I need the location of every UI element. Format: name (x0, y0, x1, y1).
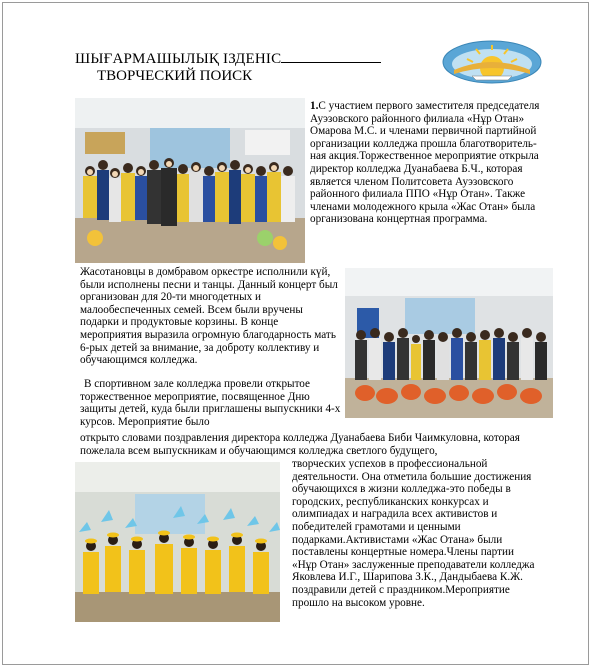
article-paragraph-4: творческих успехов в профессиональной деятельности. Она отметила большие достижения обучающихся в жизни колледжа-это победы в городских, республиканских конкурсах и олимпиадах и наградила всех активистов и победителей грамотами и ценными подарками.Активистами «Жас Отана» были поставлены концертные номера.Члены партии «Нұр Отан» заслуженные преподаватели колледжа Яковлева И.Г., Шарипова З.К., Дандыбаева К.Ж. поздравили детей с праздником.Мероприятие прошло на высоком уровне. (292, 458, 535, 609)
article-paragraph-3: В спортивном зале колледжа провели открытое торжественное мероприятие, посвященное Дню защиты детей, куда были приглашены выпускники 4-х курсов. Мероприятие было (80, 378, 341, 428)
group-photo-gifts (345, 268, 553, 418)
article-paragraph-3-cont: открыто словами поздравления директора колледжа Дуанабаева Биби Чаимкуловна, которая пожелала всем выпускникам и обучающимся колледжа светлого будущего, (80, 432, 520, 457)
page-title-kz: ШЫҒАРМАШЫЛЫҚ ІЗДЕНІС (75, 50, 381, 68)
logo-emblem (442, 40, 542, 84)
dance-performance-photo (75, 462, 280, 622)
article-paragraph-1: 1.С участием первого заместителя председателя Ауэзовского районного филиала «Нұр Отан» Омарова М.С. и членами первичной партийной организации колледжа прошла благотворитель-ная акция.Торжественное мероприятие открыла директор колледжа Дуанабаева Б.Ч., которая является членом Политсовета Ауэзовского районного филиала ППО «Нұр Отан». Также членами молодежного крыла «Жас Отан» была организована концертная программа. (310, 100, 540, 226)
group-photo-hall (75, 98, 305, 263)
page-title-ru: ТВОРЧЕСКИЙ ПОИСК (97, 68, 253, 84)
article-paragraph-2: Жасотановцы в домбравом оркестре исполнили күй, были исполнены песни и танцы. Данный концерт был организован для 20-ти многодетных и малообеспеченных семей. Всем были вручены подарки и продуктовые корзины. В конце мероприятия выразила огромную благодарность мать 6-рых детей за внимание, за доброту коллективу и обучающимся колледжа. (80, 266, 338, 367)
